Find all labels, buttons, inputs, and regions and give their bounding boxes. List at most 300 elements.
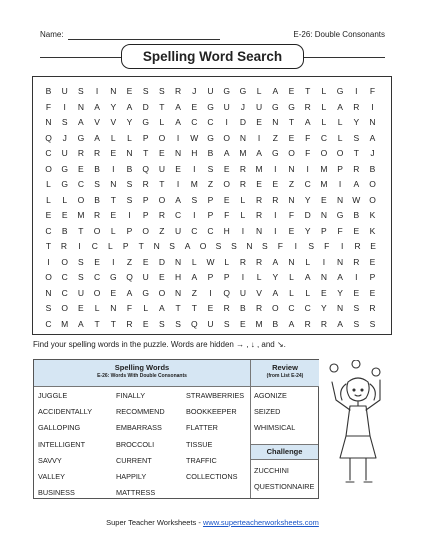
grid-letter: S bbox=[353, 132, 360, 143]
grid-letter: I bbox=[193, 163, 196, 174]
grid-letter: Z bbox=[207, 179, 214, 189]
grid-letter: A bbox=[175, 117, 181, 127]
grid-letter: E bbox=[94, 256, 100, 267]
grid-letter: L bbox=[110, 225, 116, 236]
grid-letter: U bbox=[207, 86, 214, 96]
grid-letter: E bbox=[288, 132, 295, 143]
grid-letter: F bbox=[45, 101, 52, 112]
spelling-words-subheading: E-26: Words With Double Consonants bbox=[97, 373, 187, 379]
grid-letter: I bbox=[176, 132, 180, 143]
footer-link[interactable]: www.superteacherworksheets.com bbox=[202, 518, 319, 527]
grid-letter: T bbox=[110, 194, 116, 205]
grid-letter: G bbox=[61, 163, 68, 174]
spelling-word: MATTRESS bbox=[116, 488, 156, 498]
grid-letter: H bbox=[223, 225, 230, 236]
grid-letter: I bbox=[112, 163, 115, 174]
grid-letter: I bbox=[355, 86, 358, 96]
grid-letter: S bbox=[142, 86, 149, 96]
name-blank-line bbox=[68, 39, 220, 40]
grid-letter: G bbox=[61, 179, 68, 189]
grid-letter: L bbox=[191, 256, 197, 267]
footer bbox=[0, 518, 425, 527]
grid-letter: R bbox=[256, 210, 263, 220]
grid-letter: S bbox=[45, 303, 52, 313]
grid-letter: C bbox=[304, 179, 311, 189]
grid-letter: P bbox=[337, 163, 343, 174]
grid-letter: O bbox=[199, 241, 207, 251]
spelling-word: EMBARRASS bbox=[116, 423, 162, 433]
grid-letter: O bbox=[93, 225, 101, 236]
grid-letter: N bbox=[110, 86, 117, 96]
review-word: AGONIZE bbox=[254, 391, 287, 400]
grid-letter: A bbox=[304, 117, 311, 127]
grid-letter: F bbox=[277, 241, 283, 251]
review-word: SEIZED bbox=[254, 407, 281, 417]
grid-letter: E bbox=[370, 241, 376, 251]
grid-letter: G bbox=[77, 132, 85, 143]
grid-letter: Q bbox=[142, 163, 149, 174]
grid-letter: N bbox=[45, 117, 52, 127]
grid-letter: I bbox=[225, 117, 228, 127]
grid-letter: I bbox=[47, 256, 50, 267]
grid-letter: C bbox=[61, 287, 68, 298]
grid-letter: L bbox=[94, 303, 100, 313]
grid-letter: E bbox=[45, 210, 52, 220]
grid-letter: U bbox=[77, 287, 84, 298]
grid-letter: B bbox=[353, 210, 360, 220]
grid-letter: S bbox=[126, 194, 133, 205]
grid-letter: L bbox=[305, 256, 311, 267]
grid-letter: E bbox=[207, 303, 214, 313]
grid-letter: N bbox=[239, 132, 246, 143]
grid-letter: S bbox=[61, 117, 68, 127]
spelling-word: SAVVY bbox=[38, 455, 62, 465]
grid-letter: S bbox=[126, 179, 133, 189]
grid-letter: E bbox=[126, 86, 133, 96]
spelling-word: INTELLIGENT bbox=[38, 439, 86, 449]
grid-letter: L bbox=[224, 256, 230, 267]
review-header bbox=[250, 360, 319, 387]
grid-letter: Q bbox=[190, 318, 198, 329]
juggling-ball-icon bbox=[352, 360, 360, 368]
grid-letter: U bbox=[61, 86, 68, 96]
spelling-word: COLLECTIONS bbox=[186, 472, 238, 481]
grid-letter: M bbox=[320, 179, 328, 189]
grid-letter: L bbox=[107, 241, 113, 251]
spelling-word: FINALLY bbox=[116, 391, 146, 400]
grid-letter: E bbox=[369, 256, 376, 267]
grid-letter: M bbox=[239, 148, 247, 158]
grid-letter: T bbox=[175, 303, 181, 313]
grid-letter: N bbox=[45, 287, 52, 298]
grid-letter: Y bbox=[337, 287, 343, 298]
grid-letter: F bbox=[288, 210, 295, 220]
grid-letter: S bbox=[191, 194, 198, 205]
spelling-word: BUSINESS bbox=[38, 488, 75, 498]
grid-letter: Z bbox=[272, 132, 278, 143]
grid-letter: K bbox=[369, 210, 376, 220]
grid-letter: I bbox=[306, 163, 309, 174]
grid-letter: F bbox=[324, 241, 330, 251]
grid-letter: R bbox=[158, 210, 165, 220]
grid-letter: T bbox=[94, 318, 100, 329]
grid-letter: G bbox=[336, 210, 344, 220]
grid-letter: C bbox=[207, 225, 214, 236]
grid-letter: E bbox=[159, 272, 165, 282]
spelling-word: TRAFFIC bbox=[186, 455, 217, 465]
grid-letter: F bbox=[305, 148, 311, 158]
grid-letter: L bbox=[110, 132, 116, 143]
grid-letter: W bbox=[352, 194, 361, 205]
grid-letter: C bbox=[61, 272, 68, 282]
grid-letter: N bbox=[337, 303, 344, 313]
grid-letter: T bbox=[288, 117, 295, 127]
grid-letter: F bbox=[337, 225, 343, 236]
juggling-ball-icon bbox=[372, 368, 380, 376]
grid-letter: I bbox=[294, 241, 297, 251]
grid-letter: E bbox=[353, 287, 360, 298]
grid-letter: U bbox=[256, 101, 263, 112]
grid-letter: G bbox=[271, 101, 279, 112]
grid-letter: R bbox=[256, 194, 263, 205]
grid-letter: O bbox=[369, 194, 376, 205]
grid-letter: E bbox=[110, 210, 117, 220]
grid-letter: L bbox=[321, 117, 327, 127]
grid-letter: E bbox=[272, 179, 279, 189]
grid-letter: Q bbox=[223, 287, 230, 298]
grid-letter: S bbox=[169, 241, 175, 251]
grid-letter: Z bbox=[159, 225, 165, 236]
grid-letter: R bbox=[77, 148, 84, 158]
grid-letter: S bbox=[231, 241, 237, 251]
grid-letter: L bbox=[127, 132, 132, 143]
grid-letter: P bbox=[126, 225, 133, 236]
grid-letter: R bbox=[60, 241, 68, 251]
grid-letter: R bbox=[353, 163, 360, 174]
grid-letter: R bbox=[239, 256, 246, 267]
grid-letter: I bbox=[241, 225, 245, 236]
grid-letter: E bbox=[288, 225, 295, 236]
grid-letter: D bbox=[239, 117, 246, 127]
grid-letter: A bbox=[94, 132, 100, 143]
grid-letter: G bbox=[142, 117, 149, 127]
grid-letter: R bbox=[320, 318, 327, 329]
grid-letter: N bbox=[288, 163, 295, 174]
grid-letter: O bbox=[93, 287, 101, 298]
grid-letter: B bbox=[126, 163, 133, 174]
grid-letter: T bbox=[305, 86, 311, 96]
grid-letter: L bbox=[289, 287, 294, 298]
grid-letter: W bbox=[206, 256, 215, 267]
grid-letter: P bbox=[207, 272, 214, 282]
grid-letter: E bbox=[110, 287, 117, 298]
worksheet-code: E-26: Double Consonants bbox=[293, 30, 385, 39]
grid-letter: A bbox=[272, 256, 279, 267]
grid-letter: N bbox=[153, 241, 160, 251]
spelling-word: HAPPILY bbox=[116, 472, 147, 481]
grid-letter: C bbox=[320, 132, 327, 143]
grid-letter: B bbox=[207, 148, 214, 158]
challenge-word: QUESTIONNAIRE bbox=[254, 482, 315, 492]
girl-head-icon bbox=[347, 378, 369, 401]
grid-letter: U bbox=[175, 225, 182, 236]
grid-letter: K bbox=[369, 225, 376, 236]
grid-letter: S bbox=[369, 318, 376, 329]
grid-letter: P bbox=[142, 194, 149, 205]
grid-letter: T bbox=[138, 241, 144, 251]
spelling-word: FLATTER bbox=[186, 423, 218, 433]
grid-letter: L bbox=[46, 194, 51, 205]
column-divider bbox=[250, 386, 251, 498]
grid-letter: Q bbox=[45, 132, 52, 143]
grid-letter: B bbox=[45, 86, 52, 96]
grid-letter: C bbox=[304, 303, 311, 313]
grid-letter: R bbox=[239, 163, 246, 174]
grid-letter: R bbox=[369, 303, 376, 313]
grid-letter: O bbox=[336, 148, 344, 158]
grid-letter: A bbox=[78, 318, 84, 329]
grid-letter: R bbox=[354, 241, 361, 251]
grid-letter: N bbox=[288, 256, 295, 267]
grid-letter: L bbox=[321, 101, 327, 112]
grid-letter: O bbox=[45, 272, 52, 282]
grid-letter: I bbox=[193, 210, 196, 220]
grid-letter: E bbox=[61, 210, 68, 220]
grid-letter: O bbox=[61, 256, 68, 267]
challenge-word: ZUCCHINI bbox=[254, 466, 289, 475]
grid-letter: F bbox=[369, 86, 376, 96]
grid-letter: I bbox=[371, 101, 374, 112]
spelling-word: RECOMMEND bbox=[116, 407, 165, 417]
grid-letter: R bbox=[353, 101, 360, 112]
grid-letter: U bbox=[61, 148, 68, 158]
grid-letter: I bbox=[128, 210, 131, 220]
spelling-words-header bbox=[34, 360, 250, 387]
grid-letter: M bbox=[77, 210, 85, 220]
grid-letter: Y bbox=[304, 194, 311, 205]
grid-letter: P bbox=[207, 194, 214, 205]
grid-letter: A bbox=[272, 86, 279, 96]
grid-letter: S bbox=[159, 318, 165, 329]
grid-letter: S bbox=[353, 318, 360, 329]
grid-letter: R bbox=[126, 318, 133, 329]
grid-letter: G bbox=[336, 86, 344, 96]
grid-letter: S bbox=[262, 241, 268, 251]
grid-letter: E bbox=[223, 194, 230, 205]
grid-letter: E bbox=[175, 163, 181, 174]
grid-letter: A bbox=[175, 101, 181, 112]
grid-letter: C bbox=[191, 225, 198, 236]
grid-letter: V bbox=[110, 117, 117, 127]
grid-letter: O bbox=[288, 148, 295, 158]
grid-letter: A bbox=[223, 148, 230, 158]
grid-letter: S bbox=[159, 86, 165, 96]
grid-letter: C bbox=[207, 117, 214, 127]
grid-letter: B bbox=[94, 163, 100, 174]
grid-letter: G bbox=[109, 272, 117, 282]
grid-letter: G bbox=[239, 86, 247, 96]
grid-letter: G bbox=[142, 287, 149, 298]
grid-letter: E bbox=[142, 256, 149, 267]
grid-letter: Y bbox=[272, 272, 279, 282]
spelling-word: GALLOPING bbox=[38, 423, 81, 433]
grid-letter: D bbox=[304, 210, 311, 220]
grid-letter: E bbox=[256, 179, 262, 189]
grid-letter: M bbox=[320, 163, 328, 174]
grid-letter: L bbox=[62, 194, 68, 205]
grid-letter: S bbox=[78, 272, 84, 282]
grid-letter: C bbox=[288, 303, 295, 313]
grid-letter: O bbox=[45, 163, 52, 174]
grid-letter: E bbox=[78, 303, 84, 313]
grid-letter: L bbox=[256, 272, 262, 282]
grid-letter: I bbox=[209, 287, 212, 298]
grid-letter: N bbox=[110, 179, 117, 189]
grid-letter: M bbox=[255, 163, 263, 174]
grid-letter: I bbox=[241, 272, 245, 282]
grid-letter: I bbox=[78, 241, 81, 251]
grid-letter: M bbox=[255, 318, 263, 329]
grid-letter: L bbox=[256, 86, 262, 96]
grid-letter: E bbox=[110, 148, 117, 158]
grid-letter: O bbox=[158, 194, 166, 205]
grid-letter: L bbox=[305, 287, 311, 298]
grid-letter: I bbox=[274, 210, 277, 220]
grid-letter: N bbox=[337, 194, 344, 205]
grid-letter: D bbox=[142, 101, 149, 112]
grid-letter: Z bbox=[126, 256, 133, 267]
grid-letter: O bbox=[320, 148, 328, 158]
spelling-word: TISSUE bbox=[186, 439, 213, 449]
grid-letter: U bbox=[239, 287, 246, 298]
grid-letter: I bbox=[338, 179, 342, 189]
grid-letter: F bbox=[126, 303, 133, 313]
spelling-word: VALLEY bbox=[38, 472, 66, 481]
grid-letter: O bbox=[223, 132, 230, 143]
grid-letter: N bbox=[175, 256, 182, 267]
grid-letter: N bbox=[246, 241, 253, 251]
grid-letter: S bbox=[94, 179, 100, 189]
grid-letter: L bbox=[337, 132, 343, 143]
grid-letter: H bbox=[175, 272, 182, 282]
grid-letter: F bbox=[305, 132, 311, 143]
grid-letter: N bbox=[369, 117, 376, 127]
grid-letter: S bbox=[215, 241, 222, 251]
grid-letter: E bbox=[159, 148, 165, 158]
grid-letter: L bbox=[289, 272, 294, 282]
grid-letter: U bbox=[223, 101, 230, 112]
grid-letter: S bbox=[353, 303, 360, 313]
grid-letter: O bbox=[61, 303, 68, 313]
grid-letter: A bbox=[256, 148, 262, 158]
grid-letter: N bbox=[175, 287, 182, 298]
grid-letter: O bbox=[223, 179, 230, 189]
grid-letter: T bbox=[143, 148, 149, 158]
grid-letter: L bbox=[46, 179, 51, 189]
grid-letter: R bbox=[256, 256, 263, 267]
footer-text: Super Teacher Worksheets - bbox=[106, 518, 203, 527]
grid-letter: A bbox=[272, 287, 279, 298]
grid-letter: T bbox=[159, 101, 165, 112]
grid-letter: E bbox=[288, 86, 295, 96]
grid-letter: G bbox=[223, 86, 230, 96]
grid-letter: Y bbox=[353, 117, 360, 127]
grid-letter: G bbox=[207, 132, 214, 143]
grid-letter: Y bbox=[321, 303, 327, 313]
grid-letter: H bbox=[191, 148, 198, 158]
spelling-word: BROCCOLI bbox=[116, 439, 155, 449]
grid-letter: C bbox=[91, 241, 98, 251]
grid-letter: B bbox=[369, 163, 376, 174]
grid-letter: B bbox=[240, 303, 246, 313]
grid-letter: P bbox=[142, 132, 149, 143]
grid-letter: R bbox=[256, 303, 263, 313]
grid-letter: N bbox=[175, 148, 182, 158]
grid-letter: J bbox=[62, 132, 67, 143]
grid-letter: S bbox=[78, 86, 84, 96]
grid-letter: N bbox=[126, 148, 133, 158]
grid-letter: C bbox=[175, 210, 182, 220]
challenge-heading: Challenge bbox=[250, 444, 318, 460]
grid-letter: R bbox=[304, 101, 311, 112]
grid-letter: O bbox=[142, 225, 149, 236]
grid-letter: I bbox=[355, 272, 358, 282]
review-word: WHIMSICAL bbox=[254, 423, 296, 433]
grid-letter: R bbox=[223, 303, 230, 313]
grid-letter: E bbox=[191, 101, 198, 112]
grid-letter: I bbox=[274, 225, 277, 236]
grid-letter: R bbox=[304, 318, 311, 329]
grid-letter: T bbox=[353, 148, 359, 158]
grid-letter: C bbox=[45, 225, 52, 236]
grid-letter: C bbox=[94, 272, 101, 282]
grid-letter: P bbox=[369, 272, 376, 282]
grid-letter: I bbox=[95, 86, 99, 96]
grid-letter: A bbox=[337, 101, 343, 112]
grid-letter: B bbox=[61, 225, 68, 236]
grid-letter: W bbox=[190, 132, 199, 143]
grid-letter: A bbox=[126, 287, 133, 298]
grid-letter: R bbox=[272, 194, 279, 205]
grid-letter: D bbox=[158, 256, 165, 267]
grid-letter: A bbox=[369, 132, 376, 143]
grid-letter: G bbox=[271, 148, 279, 158]
grid-letter: T bbox=[45, 241, 52, 251]
grid-letter: Y bbox=[304, 225, 311, 236]
grid-letter: N bbox=[256, 225, 263, 236]
grid-letter: C bbox=[45, 318, 52, 329]
grid-letter: E bbox=[369, 287, 376, 298]
grid-letter: A bbox=[159, 303, 165, 313]
grid-letter: Y bbox=[110, 101, 117, 112]
grid-letter: C bbox=[77, 179, 84, 189]
spelling-word: CURRENT bbox=[116, 455, 152, 465]
grid-letter: R bbox=[94, 210, 101, 220]
grid-letter: E bbox=[142, 318, 149, 329]
grid-letter: A bbox=[304, 272, 311, 282]
grid-letter: O bbox=[369, 179, 376, 189]
grid-letter: C bbox=[191, 117, 198, 127]
grid-letter: E bbox=[353, 225, 360, 236]
grid-letter: N bbox=[320, 272, 327, 282]
grid-letter: O bbox=[271, 303, 279, 313]
grid-letter: E bbox=[223, 163, 230, 174]
spelling-word: JUGGLE bbox=[38, 391, 68, 400]
grid-letter: Y bbox=[126, 117, 133, 127]
instructions: Find your spelling words in the puzzle. Words are hidden → , ↓ , and ↘. bbox=[33, 340, 286, 349]
grid-letter: T bbox=[78, 225, 84, 236]
spelling-word: STRAWBERRIES bbox=[186, 391, 245, 400]
